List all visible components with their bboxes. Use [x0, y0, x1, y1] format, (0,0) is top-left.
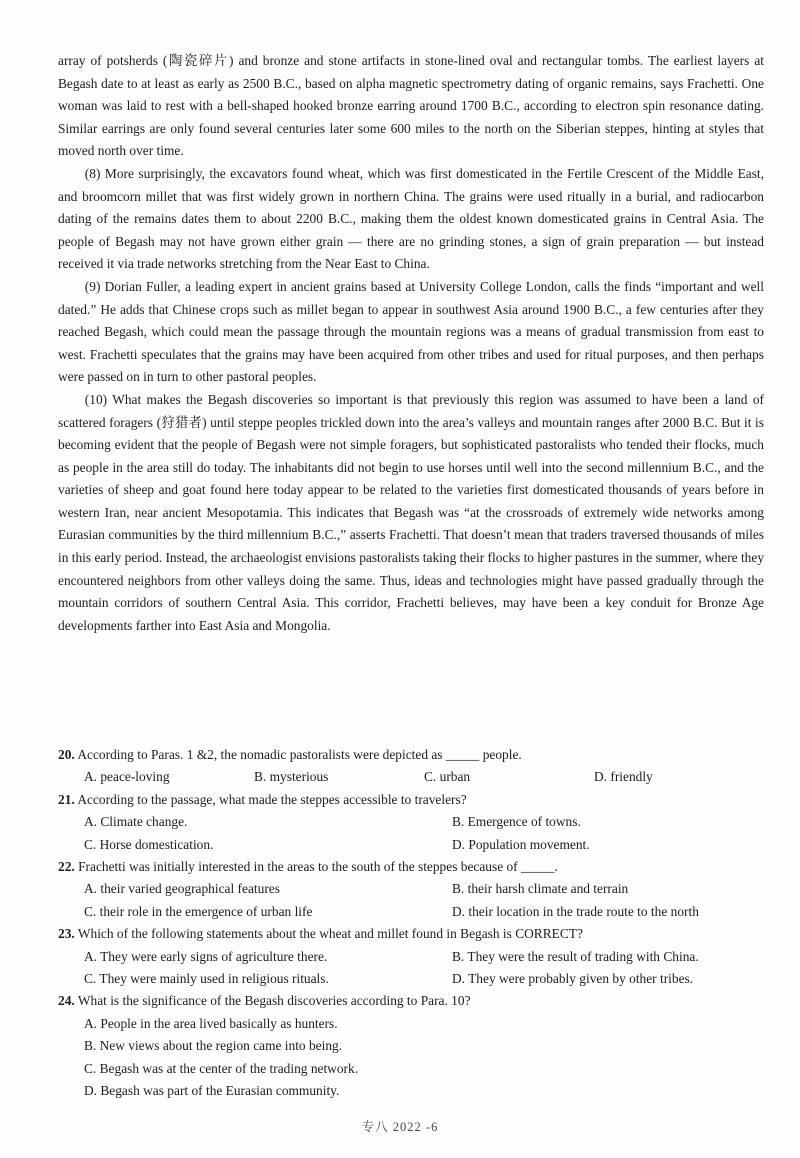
option-group [58, 878, 770, 923]
option-d[interactable]: D. Begash was part of the Eurasian community. [84, 1083, 340, 1099]
question-list [58, 744, 770, 1103]
option-a[interactable]: A. peace-loving [84, 769, 170, 785]
option-b[interactable]: B. New views about the region came into being. [84, 1038, 343, 1054]
reading-passage [58, 50, 764, 637]
question-text: According to the passage, what made the steppes accessible to travelers? [77, 791, 467, 807]
question-stem [58, 856, 770, 878]
option-d[interactable]: D. their location in the trade route to the north [452, 903, 699, 919]
option-group [58, 811, 770, 856]
option-b[interactable]: B. their harsh climate and terrain [452, 881, 629, 897]
passage-paragraph-8: (8) More surprisingly, the excavators found wheat, which was first domesticated in the Fertile Crescent of the Middle East, and broomcorn millet that was first widely grown in northern China. The grains were used ritually in a burial, and radiocarbon dating of the remains dates them to about 2200 B.C., making them the oldest known domesticated grains in Central Asia. The people of Begash may not have grown either grain — there are no grinding stones, a sign of grain preparation — but instead received it via trade networks stretching from the Near East to China. [58, 165, 764, 272]
option-b[interactable]: B. mysterious [254, 769, 329, 785]
question-stem [58, 744, 770, 766]
option-d[interactable]: D. They were probably given by other tribes. [452, 971, 694, 987]
question-stem [58, 923, 770, 945]
option-d[interactable]: D. Population movement. [452, 836, 590, 852]
option-group [58, 766, 770, 788]
question-number: 24. [58, 993, 75, 1009]
question-number: 20. [58, 747, 75, 762]
option-group [58, 946, 770, 991]
option-group [58, 1013, 770, 1103]
question-21 [58, 789, 770, 856]
option-b[interactable]: B. Emergence of towns. [452, 814, 581, 830]
question-number: 23. [58, 926, 75, 942]
question-number: 21. [58, 791, 75, 807]
question-20 [58, 744, 770, 789]
question-text: According to Paras. 1 &2, the nomadic pastoralists were depicted as _____ people. [77, 747, 522, 762]
passage-paragraph-10: (10) What makes the Begash discoveries so important is that previously this region was assumed to have been a land of scattered foragers (狩猎者) until steppe peoples trickled down into the area’s valleys and mountain ranges after 2000 B.C. But it is becoming evident that the people of Begash were not simple foragers, but sophisticated pastoralists who tended their flocks, much as people in the area still do today. The inhabitants did not begin to use horses until well into the second millennium B.C., and the varieties of sheep and goat found here today appear to be related to the varieties first domesticated thousands of years before in western Iran, near ancient Mesopotamia. This indicates that Begash was “at the crossroads of extremely wide networks among Eurasian communities by the third millennium B.C.,” asserts Frachetti. That doesn’t mean that traders traversed thousands of miles in this early period. Instead, the archaeologist envisions pastoralists taking their flocks to higher pastures in the summer, where they encountered neighbors from other valleys doing the same. Thus, ideas and technologies might have passed gradually through the mountain corridors of southern Central Asia. This corridor, Frachetti believes, may have been a key conduit for Bronze Age developments farther into East Asia and Mongolia. [58, 391, 765, 633]
option-c[interactable]: C. Horse domestication. [84, 836, 214, 852]
option-b[interactable]: B. They were the result of trading with China. [452, 948, 699, 964]
question-text: What is the significance of the Begash discoveries according to Para. 10? [77, 993, 471, 1009]
passage-paragraph-9: (9) Dorian Fuller, a leading expert in ancient grains based at University College London, calls the finds “important and well dated.” He adds that Chinese crops such as millet began to appear in southwest Asia around 1900 B.C., a few centuries after they reached Begash, which could mean the passage through the mountain regions was a means of gradual transmission from east to west. Frachetti speculates that the grains may have been acquired from other tribes and used for ritual purposes, and then perhaps were passed on in turn to other pastoral peoples. [58, 278, 764, 385]
question-22 [58, 856, 770, 923]
option-a[interactable]: A. People in the area lived basically as hunters. [84, 1015, 338, 1031]
page-footer: 专八 2022 -6 [361, 1120, 439, 1134]
question-number: 22. [58, 859, 75, 875]
option-c[interactable]: C. Begash was at the center of the trading network. [84, 1060, 359, 1076]
option-c[interactable]: C. They were mainly used in religious rituals. [84, 971, 329, 987]
option-d[interactable]: D. friendly [594, 769, 653, 785]
passage-paragraph-continued: array of potsherds (陶瓷碎片) and bronze and stone artifacts in stone-lined oval and rectangular tombs. The earliest layers at Begash date to at least as early as 2500 B.C., based on alpha magnetic spectrometry dating of organic remains, says Frachetti. One woman was laid to rest with a bell-shaped hooked bronze earring around 1700 B.C., according to electron spin resonance dating. Similar earrings are only found several centuries later some 600 miles to the north on the Siberian steppes, hinting at styles that moved north over time. [58, 53, 764, 159]
question-24 [58, 990, 770, 1102]
question-stem [58, 990, 770, 1012]
option-c[interactable]: C. their role in the emergence of urban life [84, 903, 313, 919]
option-c[interactable]: C. urban [424, 769, 471, 785]
question-text: Which of the following statements about the wheat and millet found in Begash is CORRECT? [77, 926, 583, 942]
option-a[interactable]: A. their varied geographical features [84, 881, 280, 897]
question-stem [58, 789, 770, 811]
option-a[interactable]: A. They were early signs of agriculture there. [84, 948, 328, 964]
question-23 [58, 923, 770, 990]
option-a[interactable]: A. Climate change. [84, 814, 188, 830]
question-text: Frachetti was initially interested in the areas to the south of the steppes because of _____. [78, 859, 558, 875]
